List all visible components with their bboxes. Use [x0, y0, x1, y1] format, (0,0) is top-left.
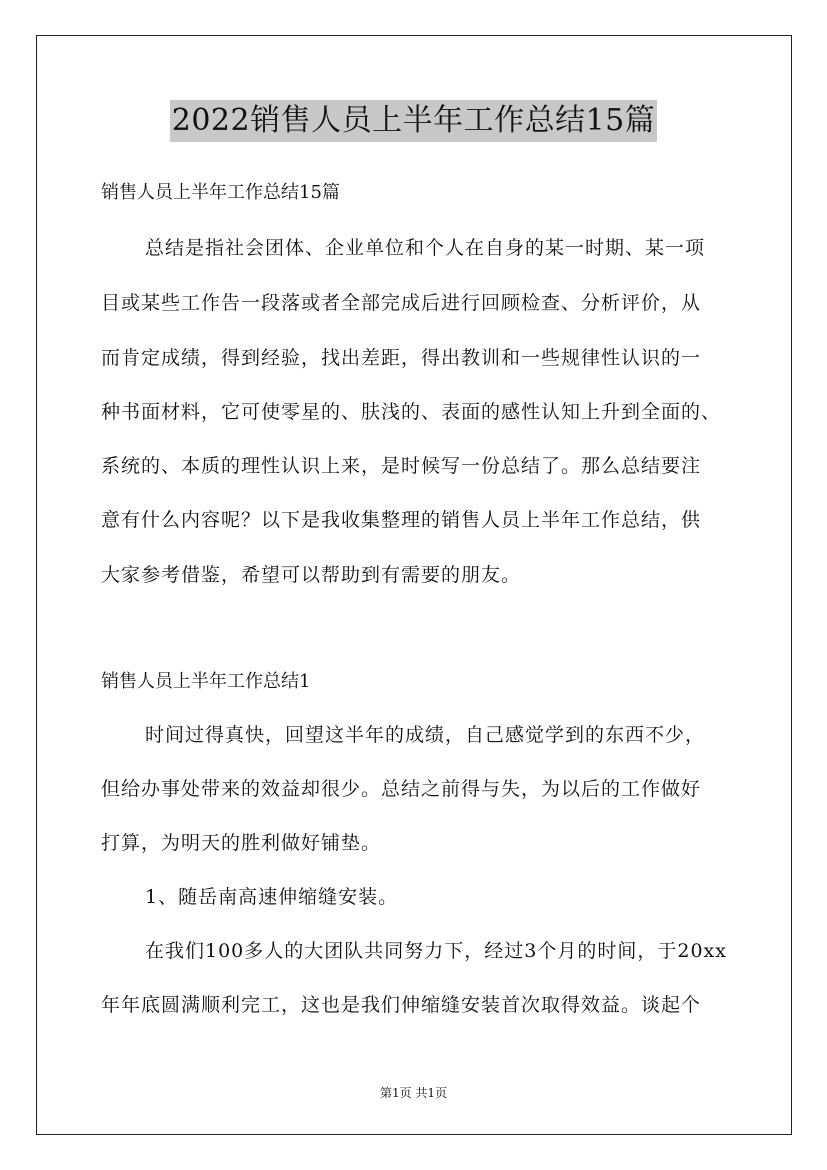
section-heading: 销售人员上半年工作总结1 [101, 671, 311, 692]
document-title: 2022销售人员上半年工作总结15篇 [170, 100, 658, 142]
intro-line-3: 而肯定成绩，得到经验，找出差距，得出教训和一些规律性认识的一 [101, 347, 702, 369]
intro-line-2: 目或某些工作告一段落或者全部完成后进行回顾检查、分析评价，从 [101, 292, 702, 314]
section-line-6: 年年底圆满顺利完工，这也是我们伸缩缝安装首次取得效益。谈起个 [101, 994, 702, 1016]
section-line-2: 但给办事处带来的效益却很少。总结之前得与失，为以后的工作做好 [101, 778, 702, 800]
section-line-4: 1、随岳南高速伸缩缝安装。 [145, 886, 399, 908]
intro-line-6: 意有什么内容呢？以下是我收集整理的销售人员上半年工作总结，供 [101, 509, 702, 531]
intro-line-4: 种书面材料，它可使零星的、肤浅的、表面的感性认知上升到全面的、 [101, 401, 722, 423]
intro-line-5: 系统的、本质的理性认识上来，是时候写一份总结了。那么总结要注 [101, 455, 702, 477]
section-line-5: 在我们100多人的大团队共同努力下，经过3个月的时间，于20xx [145, 940, 727, 962]
page-footer: 第1页 共1页 [379, 1086, 448, 1100]
intro-line-1: 总结是指社会团体、企业单位和个人在自身的某一时期、某一项 [145, 237, 706, 259]
intro-line-7: 大家参考借鉴，希望可以帮助到有需要的朋友。 [101, 564, 522, 586]
document-subtitle: 销售人员上半年工作总结15篇 [101, 182, 340, 203]
section-line-3: 打算，为明天的胜利做好铺垫。 [101, 832, 382, 854]
section-line-1: 时间过得真快，回望这半年的成绩，自己感觉学到的东西不少， [145, 724, 706, 746]
document-title-wrapper [0, 100, 827, 142]
